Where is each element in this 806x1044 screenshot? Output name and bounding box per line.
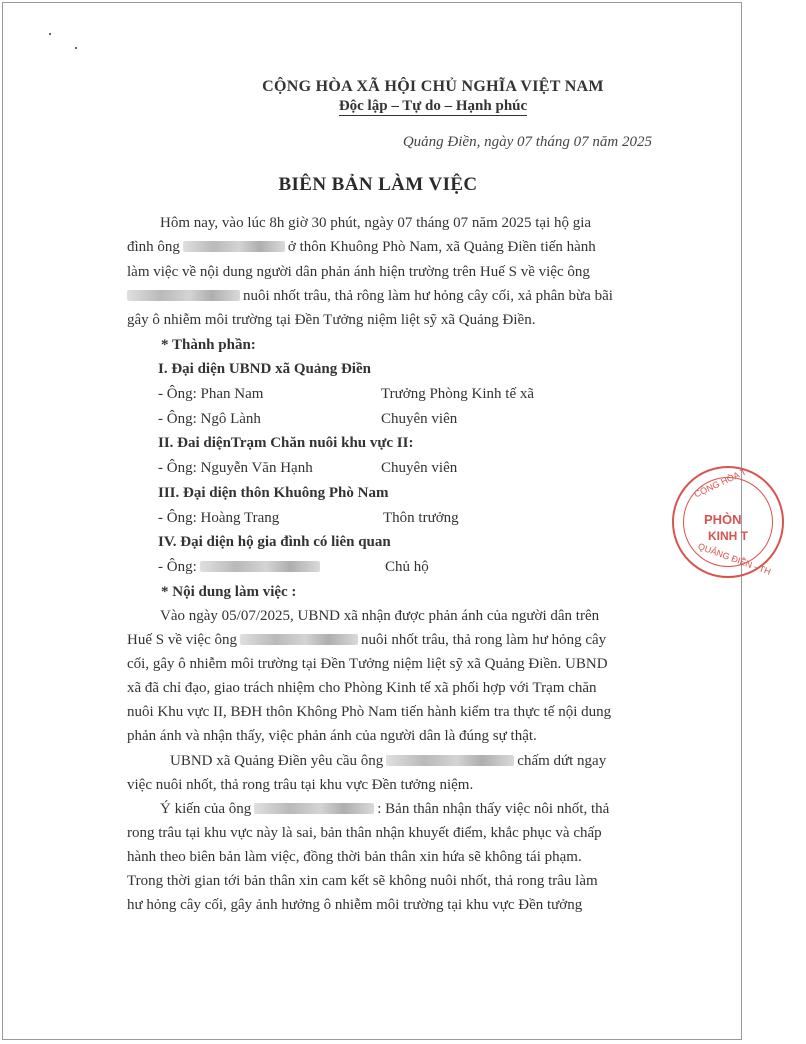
p2-line-1b: chấm dứt ngay [517,753,607,769]
stamp-top-text: CỘNG HÒA T [692,466,748,500]
g4-person-1-prefix: - Ông: [158,559,197,575]
p2-line-1 [170,753,606,770]
motto-text: Độc lập – Tự do – Hạnh phúc [338,98,528,114]
group-4-heading: IV. Đại diện hộ gia đình có liên quan [158,534,391,550]
document-title: BIÊN BẢN LÀM VIỆC [278,174,478,195]
p1-line-2a: Huế S về việc ông [127,632,237,648]
p1-line-4: xã đã chỉ đạo, giao trách nhiệm cho Phòng Kinh tế xã phối hợp với Trạm chăn [127,680,597,696]
content-heading: * Nội dung làm việc : [161,584,297,600]
intro-line-1: Hôm nay, vào lúc 8h giờ 30 phút, ngày 07 tháng 07 năm 2025 tại hộ gia [160,215,592,231]
p3-line-1a: Ý kiến của ông [160,801,252,817]
redacted-name [254,803,374,814]
p1-line-2 [127,632,606,649]
group-1-heading: I. Đại diện UBND xã Quảng Điền [158,361,371,377]
stamp-bottom-text: QUẢNG ĐIỀN - TH [696,541,773,577]
intro-line-4b: nuôi nhốt trâu, thả rông làm hư hỏng cây cối, xả phân bừa bãi [243,288,613,304]
intro-line-2 [127,239,596,256]
p3-line-3: hành theo biên bản làm việc, đồng thời bản thân xin hứa sẽ không tái phạm. [127,849,582,865]
redacted-name [200,561,320,572]
intro-line-4 [127,288,613,305]
g4-person-1-role: Chủ hộ [385,559,429,575]
g1-person-2-name: - Ông: Ngô Lành [158,411,261,427]
p1-line-3: cối, gây ô nhiễm môi trường tại Đền Tưởng niệm liệt sỹ xã Quảng Điền. UBND [127,656,608,672]
g1-person-1-name: - Ông: Phan Nam [158,386,264,402]
intro-line-2a: đình ông [127,239,180,255]
redacted-name [183,241,285,252]
p1-line-6: phản ánh và nhận thấy, việc phản ánh của người dân là đúng sự thật. [127,728,537,744]
redacted-name [240,634,358,645]
p3-line-2: rong trâu tại khu vực này là sai, bản thân nhận khuyết điểm, khắc phục và chấp [127,825,602,841]
p1-line-2b: nuôi nhốt trâu, thả rong làm hư hỏng cây [360,632,607,648]
p1-line-5: nuôi Khu vực II, BĐH thôn Không Phò Nam tiến hành kiểm tra thực tế nội dung [127,704,612,720]
g4-person-1-name [158,559,323,576]
p3-line-1b: : Bản thân nhận thấy việc nôi nhốt, thả [377,801,610,817]
g2-person-1-role: Chuyên viên [381,460,458,476]
g1-person-2-role: Chuyên viên [381,411,458,427]
g1-person-1-role: Trưởng Phòng Kinh tế xã [381,386,535,402]
p2-line-2: việc nuôi nhốt, thả rong trâu tại khu vực Đền tưởng niệm. [127,777,474,793]
official-stamp [672,466,784,578]
intro-line-3: làm việc về nội dung người dân phản ánh hiện trường trên Huế S về việc ông [127,264,590,280]
stamp-line-1: PHÒN [704,512,742,527]
p1-line-1: Vào ngày 05/07/2025, UBND xã nhận được phản ánh của người dân trên [160,608,600,624]
redacted-name [386,755,514,766]
p3-line-1 [160,801,609,818]
p3-line-5: hư hỏng cây cối, gây ảnh hưởng ô nhiễm môi trường tại khu vực Đền tưởng [127,897,583,913]
g3-person-1-name: - Ông: Hoàng Trang [158,510,280,526]
p3-line-4: Trong thời gian tới bản thân xin cam kết sẽ không nuôi nhốt, thả rong trâu làm [127,873,598,889]
group-3-heading: III. Đại diện thôn Khuông Phò Nam [158,485,389,501]
national-title: CỘNG HÒA XÃ HỘI CHỦ NGHĨA VIỆT NAM [262,78,604,95]
scan-speck [75,47,77,49]
intro-line-5: gây ô nhiễm môi trường tại Đền Tưởng niệm liệt sỹ xã Quảng Điền. [127,312,536,328]
national-motto [60,98,806,115]
redacted-name [127,290,240,301]
scan-speck [49,33,51,35]
participants-heading: * Thành phần: [161,337,256,353]
intro-line-2b: ở thôn Khuông Phò Nam, xã Quảng Điền tiến hành [287,239,596,255]
g2-person-1-name: - Ông: Nguyễn Văn Hạnh [158,460,313,476]
place-date: Quảng Điền, ngày 07 tháng 07 năm 2025 [402,134,652,150]
stamp-line-2: KINH T [708,529,748,543]
g3-person-1-role: Thôn trưởng [383,510,459,526]
p2-line-1a: UBND xã Quảng Điền yêu cầu ông [170,753,384,769]
group-2-heading: II. Đai diệnTrạm Chăn nuôi khu vực II: [158,435,414,451]
